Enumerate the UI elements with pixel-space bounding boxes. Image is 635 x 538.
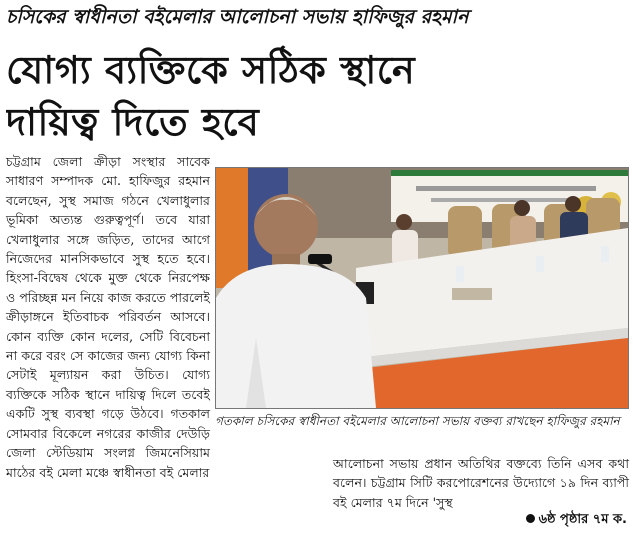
body-column-left: চট্টগ্রাম জেলা ক্রীড়া সংস্থার সাবেক সাধারণ সম্পাদক মো. হাফিজুর রহমান বলেছেন, সুস্থ সমাজ গঠনে খেলাধুলার ভূমিকা অত্যন্ত গুরুত্বপূর্ণ। তবে যারা খেলাধুলার সঙ্গে জড়িত, তাদের আগে নিজেদের মানসিকভাবে সুস্থ হতে হবে। হিংসা-বিদ্বেষ থেকে মুক্ত থেকে নিরপেক্ষ ও পরিচ্ছন্ন মন নিয়ে কাজ করতে পারলেই ক্রীড়াঙ্গনে ইতিবাচক পরিবর্তন আসবে। কোন ব্যক্তি কোন দলের, সেটি বিবেচনা না করে বরং সে কাজের জন্য যোগ্য কিনা সেটাই মূল্যায়ন করা উচিত। যোগ্য ব্যক্তিকে সঠিক স্থানে দায়িত্ব দিলে তবেই একটি সুস্থ ব্যবস্থা গড়ে উঠবে। গতকাল সোমবার বিকেলে নগরের কাজীর দেউড়ি জেলা স্টেডিয়াম সংলগ্ন জিমনেসিয়াম মাঠের বই মেলা মঞ্চে স্বাধীনতা বই মেলার [6, 154, 210, 480]
headline-line-2: দায়িত্ব দিতে হবে [6, 100, 260, 144]
kicker-line: চসিকের স্বাধীনতা বইমেলার আলোচনা সভায় হাফিজুর রহমান [6, 6, 469, 28]
headline-line-1: যোগ্য ব্যক্তিকে সঠিক স্থানে [6, 48, 416, 92]
continuation-text: ৬ষ্ঠ পৃষ্ঠার ৭ম ক. [538, 512, 627, 527]
bullet-icon [526, 514, 535, 523]
body-column-right: আলোচনা সভায় প্রধান অতিথির বক্তব্যে তিনি এসব কথা বলেন। চট্টগ্রাম সিটি করপোরেশনের উদ্যোগে ১৯ দিন ব্যাপী বই মেলার ৭ম দিনে 'সুস্থ [333, 456, 629, 510]
headline [6, 44, 626, 148]
news-photo [215, 167, 629, 409]
stage-photo-illustration [216, 168, 628, 408]
photo-caption: গতকাল চসিকের স্বাধীনতা বইমেলার আলোচনা সভায় বক্তব্য রাখছেন হাফিজুর রহমান [215, 414, 620, 428]
continuation-note [526, 510, 627, 531]
